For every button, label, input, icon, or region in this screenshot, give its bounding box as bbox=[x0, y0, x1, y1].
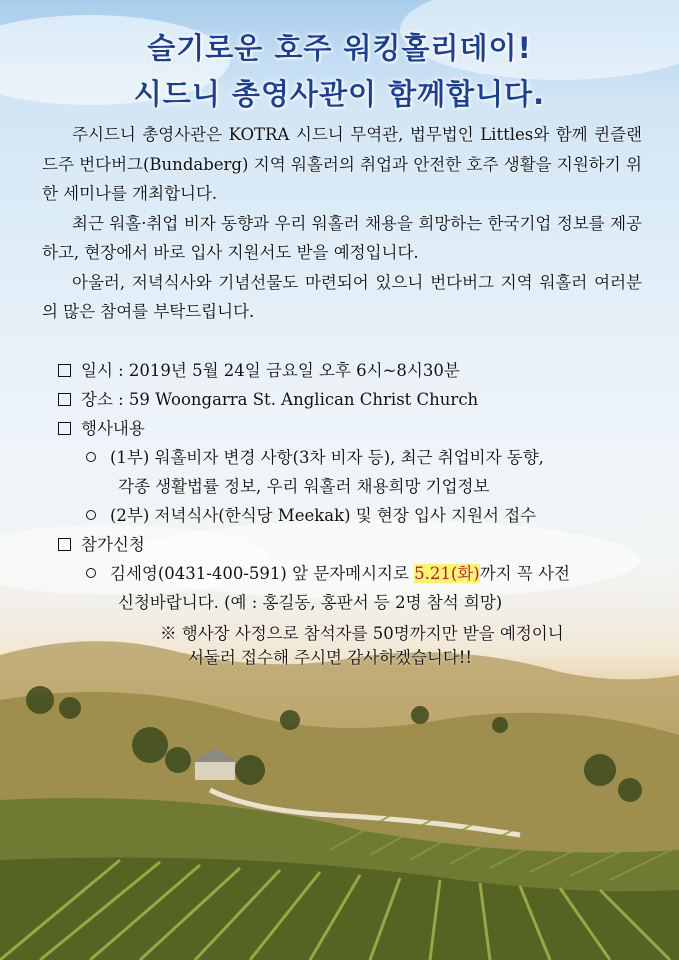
checkbox-square-icon bbox=[58, 393, 71, 406]
apply-item-cont bbox=[118, 589, 502, 613]
intro-text bbox=[42, 120, 642, 327]
apply-item bbox=[86, 560, 570, 584]
checkbox-square-icon bbox=[58, 538, 71, 551]
date-text: 일시 : 2019년 5월 24일 금요일 오후 6시~8시30분 bbox=[81, 361, 460, 380]
apply-header bbox=[58, 531, 145, 555]
program-item-1-cont bbox=[118, 473, 489, 497]
headline-line-1: 슬기로운 호주 워킹홀리데이! bbox=[147, 31, 532, 65]
date-item bbox=[58, 357, 460, 381]
program-1-text: (1부) 워홀비자 변경 사항(3차 비자 등), 최근 취업비자 동향, bbox=[110, 448, 544, 467]
checkbox-square-icon bbox=[58, 422, 71, 435]
program-2-text: (2부) 저녁식사(한식당 Meekak) 및 현장 입사 지원서 접수 bbox=[110, 506, 537, 525]
deadline-highlight: 5.21(화) bbox=[414, 564, 480, 583]
program-1-continued-text: 각종 생활법률 정보, 우리 워홀러 채용희망 기업정보 bbox=[118, 477, 490, 496]
program-header-text: 행사내용 bbox=[81, 419, 145, 438]
notice-line-2 bbox=[188, 644, 472, 668]
intro-paragraph-3: 아울러, 저녁식사와 기념선물도 마련되어 있으니 번다버그 지역 워홀러 여러분의 많은 참여를 부탁드립니다. bbox=[42, 272, 642, 321]
notice-line-1 bbox=[160, 620, 564, 644]
apply-text: 김세영(0431-400-591) 앞 문자메시지로 bbox=[110, 564, 415, 583]
intro-paragraph-2: 최근 워홀·취업 비자 동향과 우리 워홀러 채용을 희망하는 한국기업 정보를 제공하고, 현장에서 바로 입사 지원서도 받을 예정입니다. bbox=[42, 213, 642, 262]
program-header bbox=[58, 415, 145, 439]
place-text: 장소 : 59 Woongarra St. Anglican Christ Church bbox=[81, 390, 479, 409]
apply-example-text: 신청바랍니다. (예 : 홍길동, 홍판서 등 2명 참석 희망) bbox=[118, 593, 503, 612]
circle-bullet-icon bbox=[86, 510, 96, 520]
checkbox-square-icon bbox=[58, 364, 71, 377]
intro-paragraph-1: 주시드니 총영사관은 KOTRA 시드니 무역관, 법무법인 Littles와 함께 퀸즐랜드주 번다버그(Bundaberg) 지역 워홀러의 취업과 안전한 호주 생활을 지원하기 위한 세미나를 개최합니다. bbox=[42, 125, 642, 203]
notice-text-2: 서둘러 접수해 주시면 감사하겠습니다!! bbox=[188, 648, 473, 667]
notice-text-1: ※ 행사장 사정으로 참석자를 50명까지만 받을 예정이니 bbox=[160, 624, 564, 643]
apply-header-text: 참가신청 bbox=[81, 535, 145, 554]
program-item-1 bbox=[86, 444, 544, 468]
apply-text-end: 까지 꼭 사전 bbox=[479, 564, 570, 583]
circle-bullet-icon bbox=[86, 568, 96, 578]
headline-line-2: 시드니 총영사관이 함께합니다. bbox=[133, 77, 546, 111]
place-item bbox=[58, 386, 478, 410]
program-item-2 bbox=[86, 502, 536, 526]
circle-bullet-icon bbox=[86, 452, 96, 462]
